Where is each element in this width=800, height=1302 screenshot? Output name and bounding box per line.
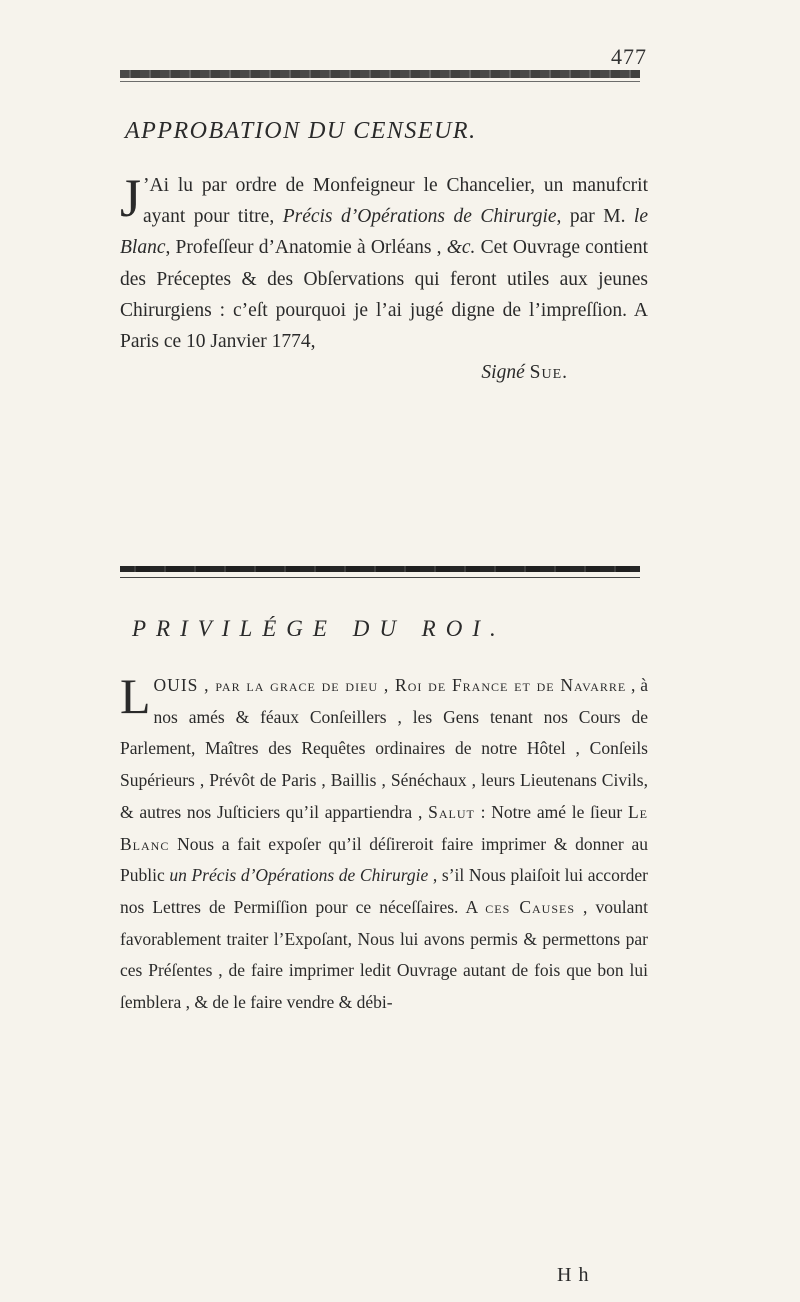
approbation-text-c: , Profeſſeur d’Anatomie à Orléans , [165, 237, 447, 259]
privilege-dropcap: L [120, 668, 151, 724]
approbation-author: le Blanc [120, 206, 648, 259]
page-number: 477 [611, 44, 647, 69]
approbation-text-b: , par M. [556, 206, 634, 228]
approbation-text-a: ’Ai lu par ordre de Monfeigneur le Chancelier, un manufcrit ayant pour titre, [143, 175, 648, 228]
privilege-text-d: , s’il Nous plaiſoit lui accorder nos Lettres de Permiſſion pour ce néceſſaires. A [120, 865, 649, 917]
approbation-etc: &c. [446, 237, 476, 259]
privilege-text-c: Nous a fait expoſer qu’il déſireroit faire imprimer & donner au Public [120, 833, 648, 886]
top-ornamental-rule [120, 70, 640, 78]
signature-mark: H h [557, 1264, 590, 1286]
privilege-opening: OUIS , par la grace de dieu , Roi de France et de Navarre [153, 675, 627, 695]
approbation-text-d: Cet Ouvrage contient des Préceptes & des Obſervations qui feront utiles aux jeunes Chirurgiens : c’eſt pourquoi je l’ai jugé digne de l’impreſſion. A Paris ce 10 Janvier 1774, [120, 237, 648, 353]
signed-label: Signé [481, 362, 525, 384]
approbation-work-title: Précis d’Opérations de Chirurgie [282, 206, 557, 228]
privilege-body [120, 670, 648, 1019]
approbation-signature [120, 357, 648, 388]
privilege-work-title: un Précis d’Opérations de Chirurgie [169, 865, 429, 886]
middle-ornamental-rule [120, 566, 640, 572]
privilege-salut: Salut [428, 801, 475, 822]
approbation-title: APPROBATION DU CENSEUR. [125, 118, 477, 144]
privilege-text-b: : Notre amé le ſieur [474, 801, 628, 822]
privilege-causes: ces Causes [485, 896, 575, 917]
signed-name: Sue. [529, 362, 568, 384]
privilege-text-e: , voulant favorablement traiter l’Expoſant, Nous lui avons permis & permettons par ces Préſentes , de faire imprimer ledit Ouvrage autant de fois que bon lui ſemblera , & de le faire vendre & débi- [120, 896, 648, 1013]
privilege-le-blanc: Le Blanc [120, 801, 648, 854]
approbation-body [120, 170, 648, 388]
approbation-dropcap: J [120, 168, 142, 228]
privilege-title: PRIVILÉGE DU ROI. [132, 616, 506, 641]
privilege-text-a: , à nos amés & féaux Conſeillers , les Gens tenant nos Cours de Parlement, Maîtres des Requêtes ordinaires de notre Hôtel , Conſeils Supérieurs , Prévôt de Paris , Baillis , Sénéchaux , leurs Lieutenans Civils, & autres nos Juſticiers qu’il appartiendra , [120, 675, 648, 822]
